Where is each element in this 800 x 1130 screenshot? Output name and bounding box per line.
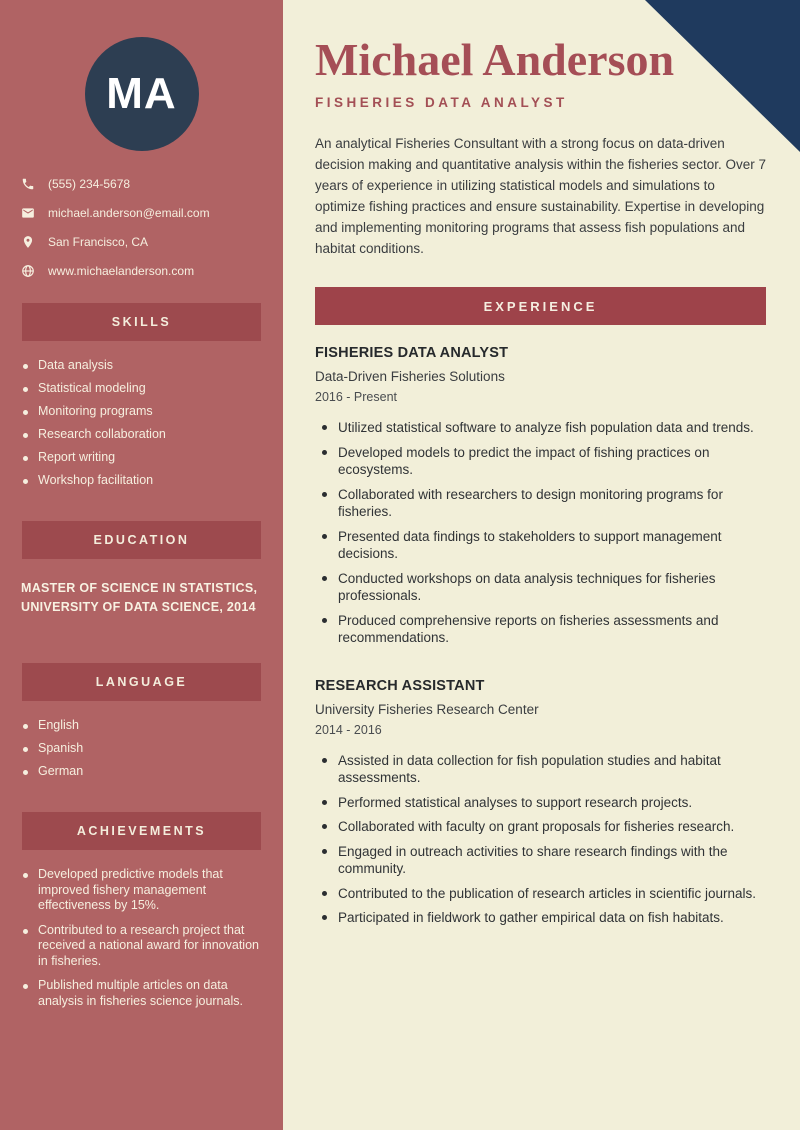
skills-list (0, 358, 283, 489)
job-dates: 2016 - Present (315, 390, 397, 405)
job-bullet: Conducted workshops on data analysis techniques for fisheries professionals. (319, 570, 766, 605)
skills-section-header (22, 303, 261, 341)
skill-item: Data analysis (21, 358, 265, 374)
achievement-item: Published multiple articles on data analysis in fisheries science journals. (21, 978, 265, 1009)
language-section-header (22, 663, 261, 701)
globe-icon (21, 264, 35, 278)
job-bullet: Utilized statistical software to analyze fish population data and trends. (319, 419, 766, 437)
language-section-title: LANGUAGE (95, 674, 188, 689)
job-role: RESEARCH ASSISTANT (315, 677, 485, 694)
skill-item: Monitoring programs (21, 404, 265, 420)
job-bullet: Collaborated with researchers to design monitoring programs for fisheries. (319, 486, 766, 521)
email-icon (21, 206, 35, 220)
job-dates: 2014 - 2016 (315, 722, 382, 737)
achievements-section-header (22, 812, 261, 850)
education-degree-line1: MASTER OF SCIENCE IN STATISTICS, (21, 580, 258, 595)
job-entry-fisheries-data-analyst (315, 345, 766, 647)
contact-location-text: San Francisco, CA (48, 235, 149, 249)
job-company: Data-Driven Fisheries Solutions (315, 369, 505, 385)
contact-location (21, 235, 265, 249)
sidebar (0, 0, 283, 1130)
main-content (283, 0, 800, 1130)
contact-email (21, 206, 265, 220)
location-icon (21, 235, 35, 249)
job-bullet: Developed models to predict the impact of fishing practices on ecosystems. (319, 444, 766, 479)
job-bullet: Participated in fieldwork to gather empirical data on fish habitats. (319, 909, 766, 927)
achievement-item: Contributed to a research project that received a national award for innovation in fisheries. (21, 923, 265, 970)
job-company: University Fisheries Research Center (315, 701, 539, 717)
person-job-title: FISHERIES DATA ANALYST (315, 95, 568, 111)
skill-item: Workshop facilitation (21, 473, 265, 489)
language-item: Spanish (21, 741, 265, 757)
achievements-section-title: ACHIEVEMENTS (76, 824, 207, 838)
job-bullet: Presented data findings to stakeholders to support management decisions. (319, 528, 766, 563)
experience-section-header (315, 287, 766, 325)
contact-phone (21, 177, 265, 191)
language-item: English (21, 718, 265, 734)
job-bullet-list (315, 419, 766, 647)
education-degree-line2: UNIVERSITY OF DATA SCIENCE, 2014 (21, 599, 256, 614)
achievements-list (0, 867, 283, 1009)
contact-email-text: michael.anderson@email.com (48, 206, 210, 220)
avatar (85, 37, 199, 151)
avatar-initials: MA (106, 69, 177, 118)
job-role: FISHERIES DATA ANALYST (315, 345, 509, 362)
job-bullet: Engaged in outreach activities to share research findings with the community. (319, 843, 766, 878)
phone-icon (21, 177, 35, 191)
education-section-header (22, 521, 261, 559)
contact-list (0, 177, 283, 278)
job-entry-research-assistant (315, 678, 766, 927)
skills-section-title: SKILLS (111, 315, 172, 329)
experience-section-title: EXPERIENCE (483, 298, 598, 314)
achievement-item: Developed predictive models that improved fishery management effectiveness by 15%. (21, 867, 265, 914)
language-item: German (21, 764, 265, 780)
job-bullet: Contributed to the publication of research articles in scientific journals. (319, 885, 766, 903)
language-list (0, 718, 283, 780)
education-section-title: EDUCATION (93, 532, 190, 547)
job-bullet-list (315, 752, 766, 927)
summary-paragraph: An analytical Fisheries Consultant with a strong focus on data-driven decision making and quantitative analysis within the fisheries sector. Over 7 years of experience in utilizing statistical models and simulations to optimize fishing practices and ensure sustainability. Expertise in developing and implementing monitoring programs that assess fish populations and habitat conditions. (315, 136, 766, 257)
contact-website-text: www.michaelanderson.com (48, 264, 195, 278)
contact-website (21, 264, 265, 278)
job-bullet: Assisted in data collection for fish population studies and habitat assessments. (319, 752, 766, 787)
job-bullet: Produced comprehensive reports on fisheries assessments and recommendations. (319, 612, 766, 647)
job-bullet: Collaborated with faculty on grant proposals for fisheries research. (319, 818, 766, 836)
job-bullet: Performed statistical analyses to support research projects. (319, 794, 766, 812)
skill-item: Statistical modeling (21, 381, 265, 397)
skill-item: Research collaboration (21, 427, 265, 443)
skill-item: Report writing (21, 450, 265, 466)
person-name: Michael Anderson (315, 34, 675, 85)
contact-phone-text: (555) 234-5678 (48, 177, 131, 191)
education-degree (21, 579, 261, 617)
